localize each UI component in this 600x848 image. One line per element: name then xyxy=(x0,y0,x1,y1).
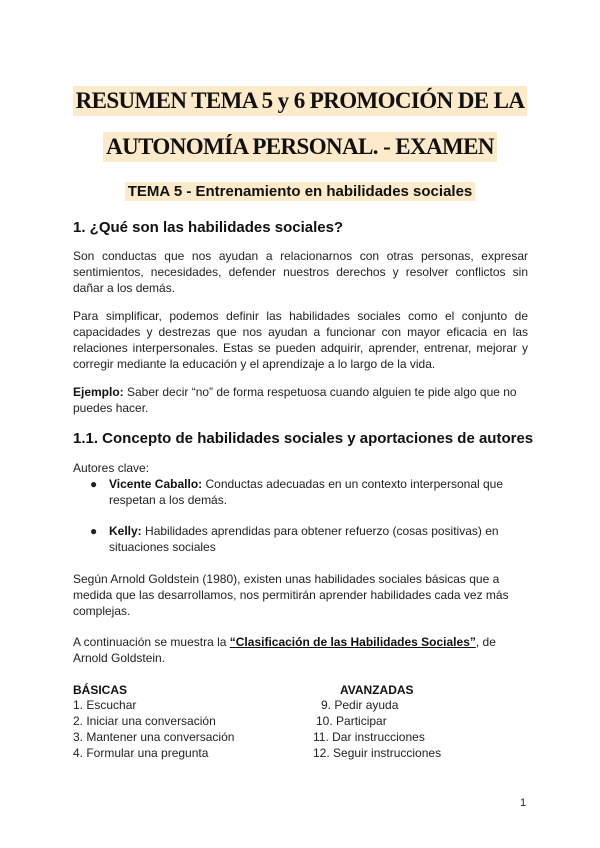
authors-label: Autores clave: xyxy=(73,461,150,475)
goldstein-paragraph: Según Arnold Goldstein (1980), existen unas habilidades sociales básicas que a medida que las desarrollamos, nos permitirán aprender habilidades cada vez más complejas. xyxy=(73,572,509,618)
subtitle: TEMA 5 - Entrenamiento en habilidades sociales xyxy=(125,182,476,201)
list-item: 11. Dar instrucciones xyxy=(313,730,425,744)
section-1-heading: 1. ¿Qué son las habilidades sociales? xyxy=(73,219,344,236)
basic-heading: BÁSICAS xyxy=(73,683,128,697)
author-description: Habilidades aprendidas para obtener refuerzo (cosas positivas) en situaciones sociales xyxy=(109,524,499,554)
author-name: Kelly: xyxy=(109,524,142,538)
example-text: Saber decir “no” de forma respetuosa cuando alguien te pide algo que no puedes hacer. xyxy=(73,385,517,415)
title-line-1: RESUMEN TEMA 5 y 6 PROMOCIÓN DE LA xyxy=(73,86,528,116)
list-item: 10. Participar xyxy=(316,714,387,728)
list-item: 2. Iniciar una conversación xyxy=(73,714,216,728)
classification-intro xyxy=(73,634,513,666)
list-item: 4. Formular una pregunta xyxy=(73,746,209,760)
intro-post: , de Arnold Goldstein. xyxy=(73,635,496,665)
list-item: 12. Seguir instrucciones xyxy=(313,746,442,760)
title-line-2: AUTONOMÍA PERSONAL. - EXAMEN xyxy=(103,132,497,162)
section-1-paragraph-1: Son conductas que nos ayudan a relacionarnos con otras personas, expresar sentimientos, necesidades, defender nuestros derechos y resolver conflictos sin dañar a los demás. xyxy=(73,249,528,295)
list-item: 1. Escuchar xyxy=(73,698,137,712)
example-label: Ejemplo: xyxy=(73,385,124,399)
advanced-heading: AVANZADAS xyxy=(340,683,414,697)
subtitle-wrap xyxy=(0,182,600,201)
intro-pre: A continuación se muestra la xyxy=(73,635,230,649)
author-description: Conductas adecuadas en un contexto interpersonal que respetan a los demás. xyxy=(109,477,504,507)
list-item: 3. Mantener una conversación xyxy=(73,730,235,744)
bullet-icon: ● xyxy=(90,524,98,538)
section-1-1-heading: 1.1. Concepto de habilidades sociales y aportaciones de autores xyxy=(73,430,534,447)
author-text xyxy=(109,523,529,555)
list-item: 9. Pedir ayuda xyxy=(321,698,399,712)
section-1-paragraph-2: Para simplificar, podemos definir las habilidades sociales como el conjunto de capacidades y destrezas que nos ayudan a funcionar con mayor eficacia en las relaciones interpersonales. Estas se pueden adquirir, aprender, entrenar, mejorar y corregir mediante la educación y el aprendizaje a lo largo de la vida. xyxy=(73,309,528,371)
bullet-icon: ● xyxy=(90,477,98,491)
basic-list xyxy=(73,697,234,761)
example-paragraph xyxy=(73,384,528,416)
author-name: Vicente Caballo: xyxy=(109,477,203,491)
author-text xyxy=(109,476,529,508)
advanced-list xyxy=(313,697,441,761)
title-line-2-wrap xyxy=(0,132,600,162)
classification-link[interactable]: “Clasificación de las Habilidades Sociales” xyxy=(229,635,476,649)
title-line-1-wrap xyxy=(0,86,600,116)
page-number: 1 xyxy=(520,797,527,809)
